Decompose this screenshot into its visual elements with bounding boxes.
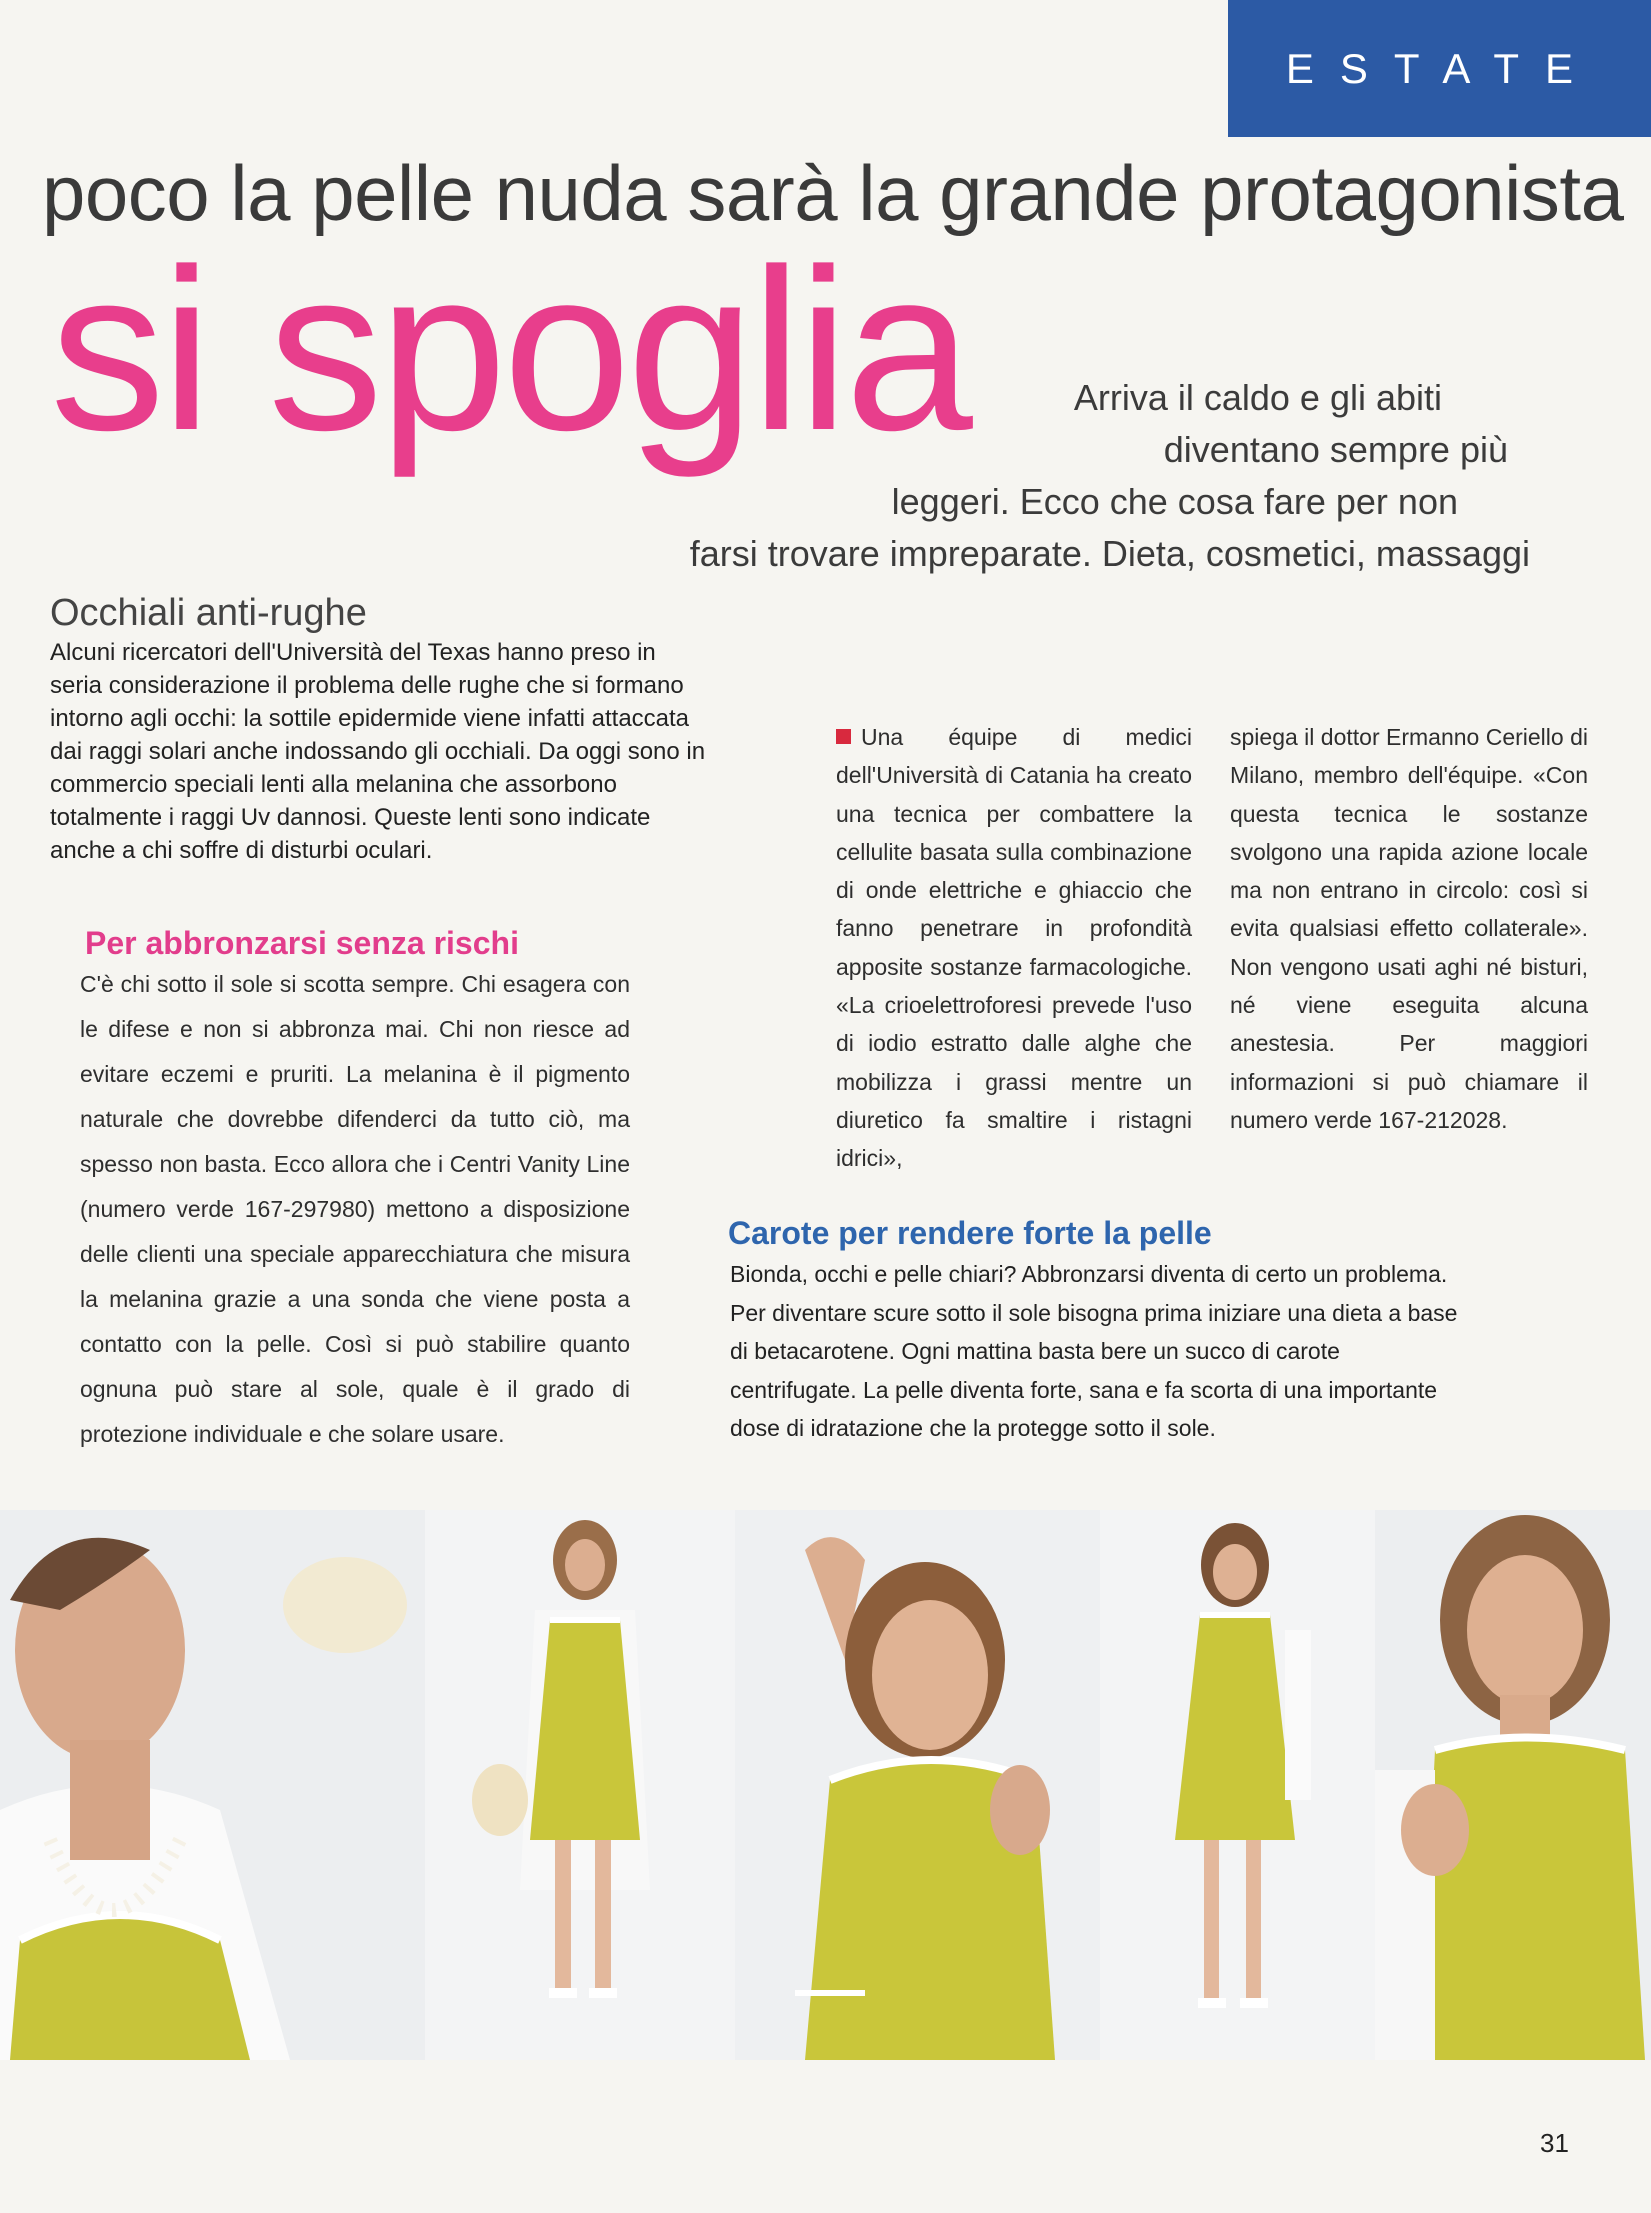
page-number: 31 [1540, 2128, 1569, 2158]
abbronzarsi-body: C'è chi sotto il sole si scotta sempre. Chi esagera con le difese e non si abbronza mai. Chi non riesce ad evitare eczemi e pruriti. La melanina è il pigmento naturale che dovrebbe difenderci da tutto ciò, ma spesso non basta. Ecco allora che i Centri Vanity Line (numero verde 167-297980) mettono a disposizione delle clienti una speciale apparecchiatura che misura la melanina grazie a una sonda che viene posta a contatto con la pelle. Così si può stabilire quanto ognuna può stare al sole, quale è il grado di protezione individuale e che solare usare. [80, 971, 630, 1447]
abbronzarsi-heading: Per abbronzarsi senza rischi [85, 925, 519, 961]
occhiali-body: Alcuni ricercatori dell'Università del Texas hanno preso in seria considerazione il problema delle rughe che si formano intorno agli occhi: la sottile epidermide viene infatti attaccata dai raggi solari anche indossando gli occhiali. Da oggi sono in commercio speciali lenti alla melanina che assorbono totalmente i raggi Uv dannosi. Queste lenti sono indicate anche a chi soffre di disturbi oculari. [50, 639, 706, 864]
occhiali-heading: Occhiali anti-rughe [50, 592, 367, 634]
standfirst-line: farsi trovare impreparate. Dieta, cosmetici, massaggi [689, 533, 1530, 574]
model-closeup-photo [0, 1510, 425, 2060]
model-pose-photo [735, 1510, 1100, 2060]
catania-column-1 [836, 718, 1192, 1178]
carote-heading: Carote per rendere forte la pelle [728, 1215, 1212, 1251]
standfirst [640, 372, 1530, 580]
headline-title: si spoglia [50, 221, 969, 478]
section-label: ESTATE [1285, 44, 1599, 92]
model-standing-photo [1100, 1510, 1375, 2060]
section-tab [1228, 0, 1651, 137]
catania-text-1: Una équipe di medici dell'Università di Catania ha creato una tecnica per combattere la cellulite basata sulla combinazione di onde elettriche e ghiaccio che fanno penetrare in profondità apposite sostanze farmacologiche. «La crioelettroforesi prevede l'uso di iodio estratto dalle alghe che mobilizza i grassi mentre un diuretico fa smaltire i ristagni idrici», [836, 724, 1192, 1172]
paragraph-bullet-icon [836, 729, 851, 744]
headline-kicker: poco la pelle nuda sarà la grande protagonista [42, 149, 1624, 237]
standfirst-line: Arriva il caldo e gli abiti [1073, 377, 1442, 418]
standfirst-line: diventano sempre più [1163, 429, 1508, 470]
model-portrait-photo [1375, 1510, 1651, 2060]
fashion-photo-strip [0, 1510, 1651, 2060]
model-fullbody-photo [425, 1510, 735, 2060]
carote-body: Bionda, occhi e pelle chiari? Abbronzarsi diventa di certo un problema. Per diventare scure sotto il sole bisogna prima iniziare una dieta a base di betacarotene. Ogni mattina basta bere un succo di carote centrifugate. La pelle diventa forte, sana e fa scorta di una importante dose di idratazione che la protegge sotto il sole. [730, 1261, 1458, 1441]
catania-column-2: spiega il dottor Ermanno Ceriello di Milano, membro dell'équipe. «Con questa tecnica le sostanze svolgono una rapida azione locale ma non entrano in circolo: così si evita qualsiasi effetto collaterale». Non vengono usati aghi né bisturi, né viene eseguita alcuna anestesia. Per maggiori informazioni si può chiamare il numero verde 167-212028. [1230, 724, 1588, 1133]
standfirst-line: leggeri. Ecco che cosa fare per non [891, 481, 1458, 522]
